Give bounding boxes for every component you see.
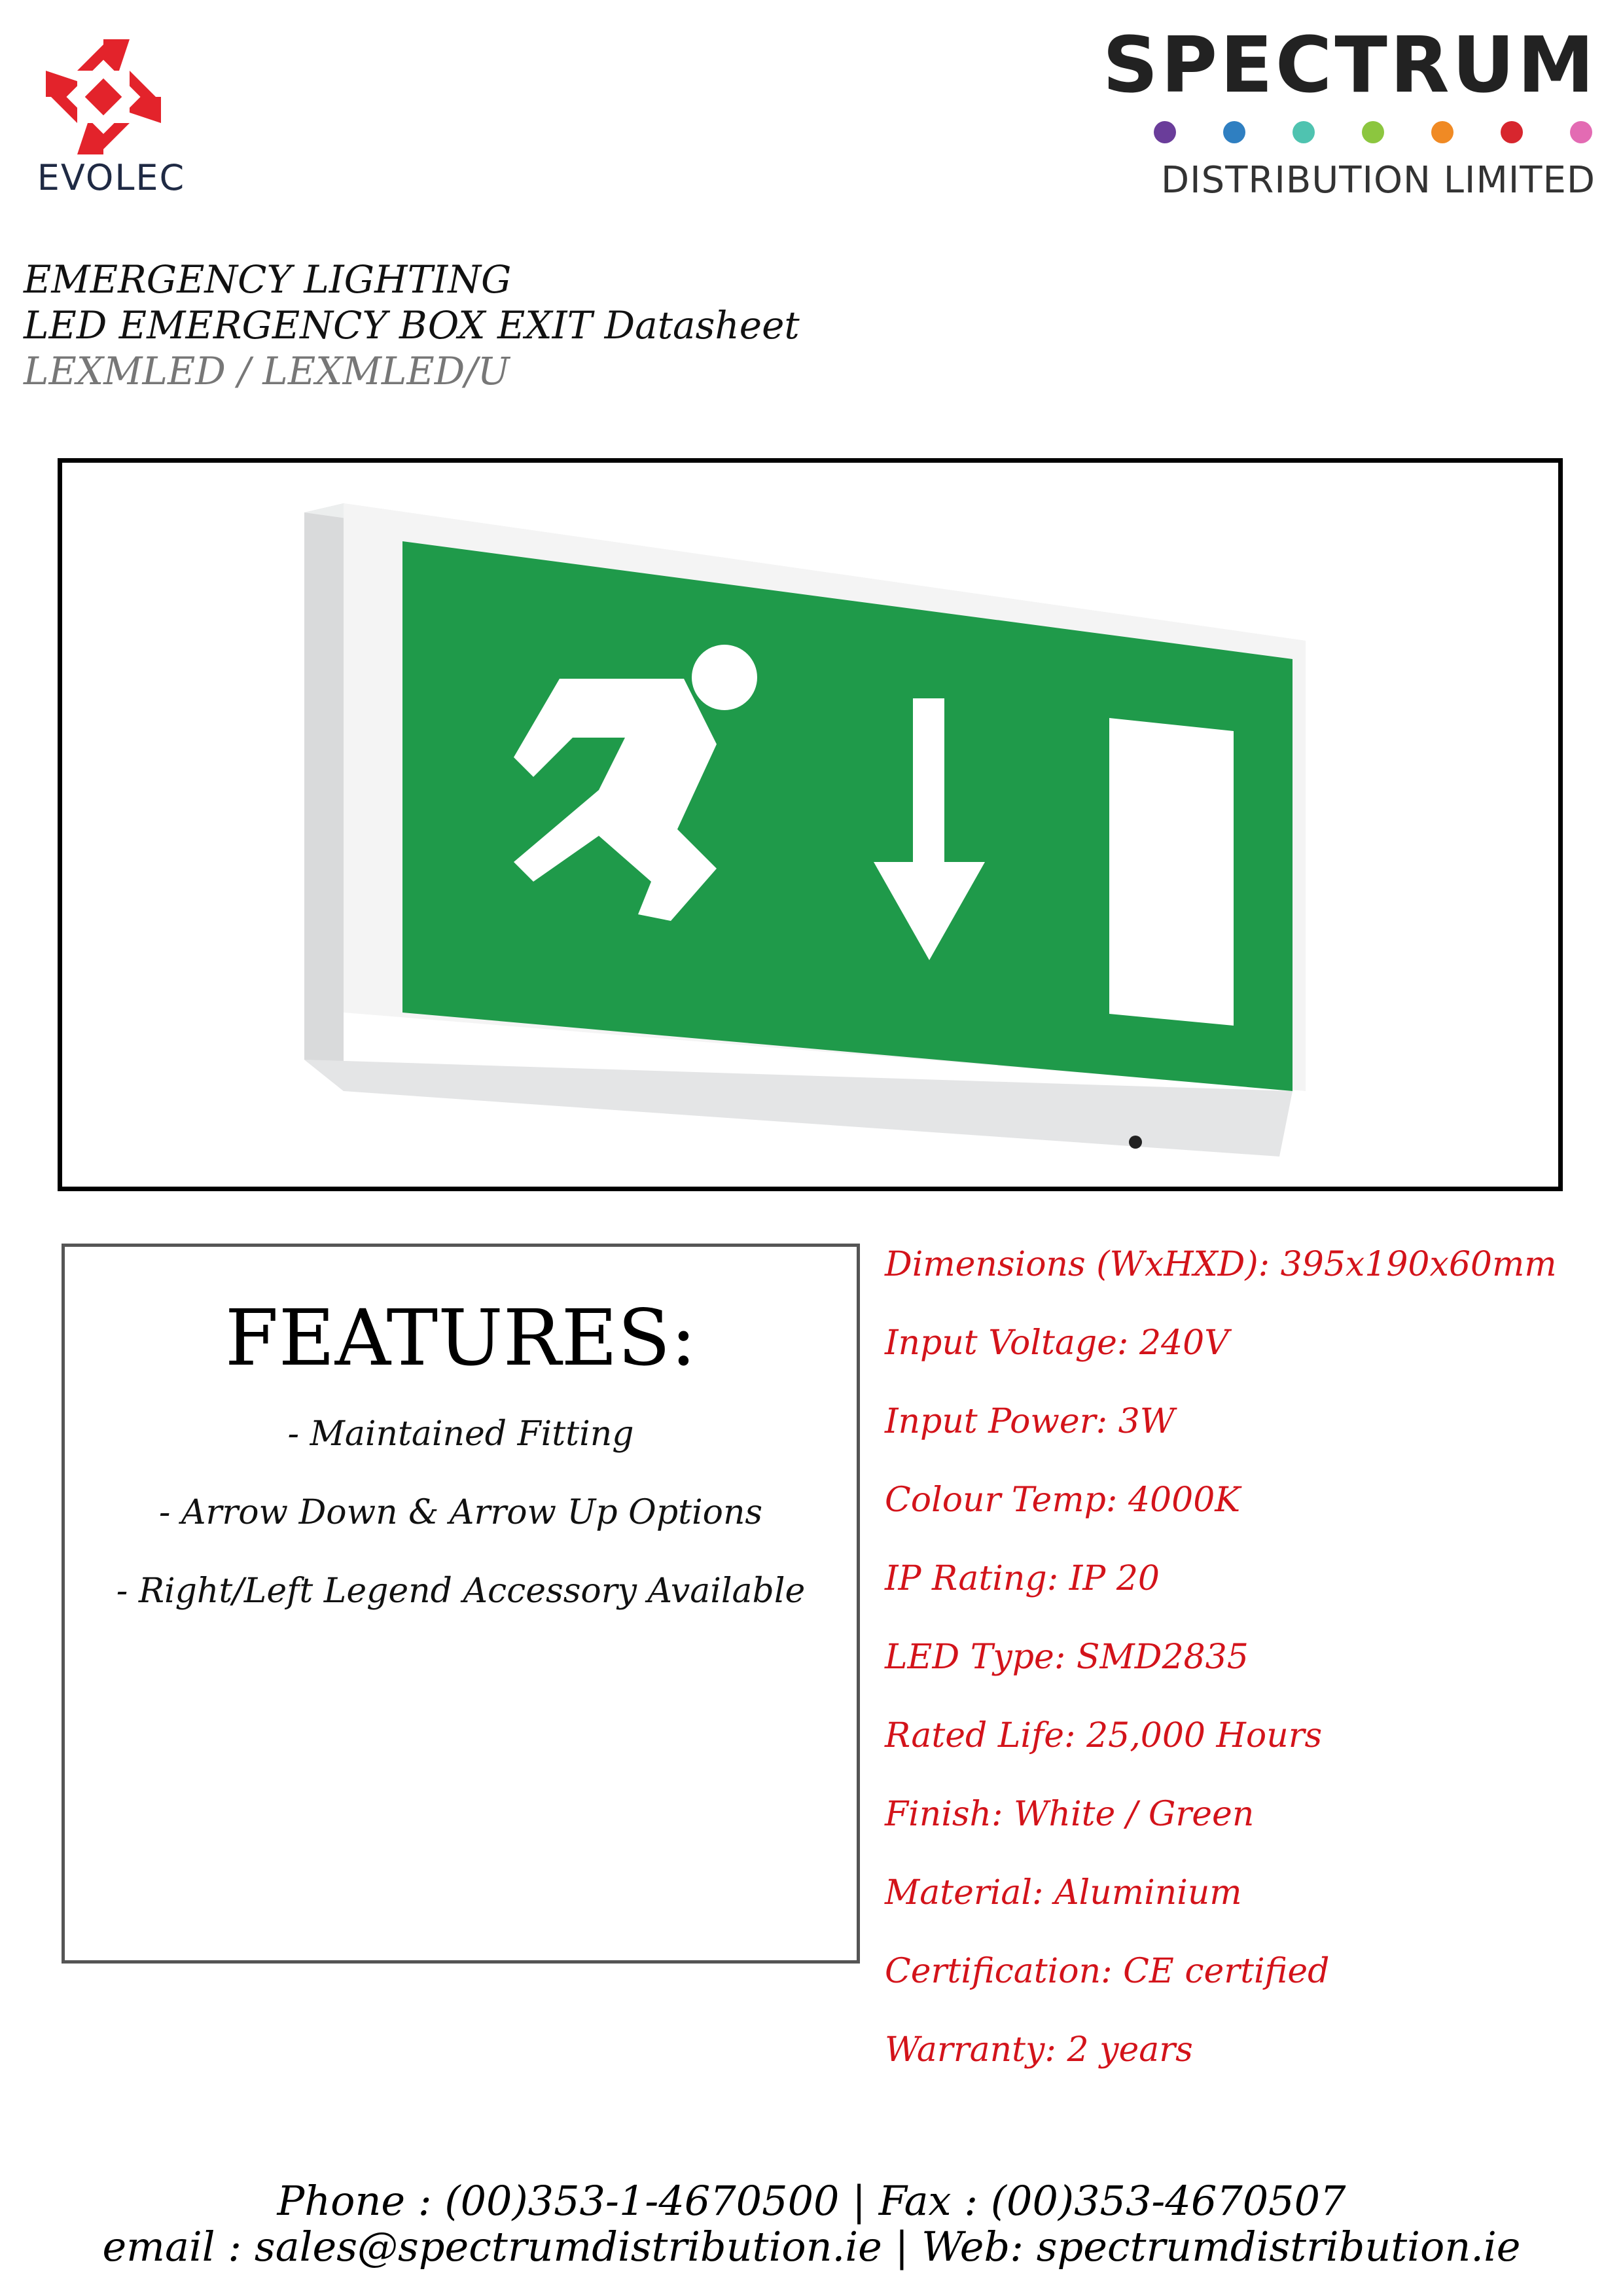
features-box: [62, 1244, 860, 1964]
spectrum-dot-1: [1154, 121, 1176, 143]
spectrum-wordmark: SPECTRUM: [1102, 20, 1597, 110]
spec-certification: Certification: CE certified: [885, 1952, 1330, 1991]
product-image-frame: [58, 458, 1563, 1191]
spec-colour-temp: Colour Temp: 4000K: [885, 1480, 1241, 1520]
spec-warranty: Warranty: 2 years: [885, 2030, 1193, 2070]
category-title: EMERGENCY LIGHTING: [24, 257, 512, 302]
spec-material: Material: Aluminium: [885, 1873, 1242, 1912]
product-title: LED EMERGENCY BOX EXIT Datasheet: [24, 303, 800, 348]
spec-dimensions: Dimensions (WxHXD): 395x190x60mm: [885, 1245, 1557, 1284]
spectrum-subtitle: DISTRIBUTION LIMITED: [1161, 159, 1596, 202]
product-codes: LEXMLED / LEXMLED/U: [24, 349, 510, 393]
exit-sign-image: [62, 463, 1558, 1187]
spectrum-dot-5: [1431, 121, 1454, 143]
evolec-logo-mark-icon: [38, 31, 169, 162]
evolec-wordmark: EVOLEC: [37, 157, 186, 198]
spectrum-color-dots: [1152, 119, 1597, 145]
feature-item: - Arrow Down & Arrow Up Options: [158, 1493, 763, 1532]
test-button-icon: [1129, 1136, 1142, 1149]
spec-input-power: Input Power: 3W: [885, 1402, 1175, 1441]
exit-door-icon: [1109, 718, 1234, 1026]
spec-rated-life: Rated Life: 25,000 Hours: [885, 1716, 1323, 1755]
spectrum-dot-2: [1223, 121, 1245, 143]
spectrum-dot-6: [1501, 121, 1523, 143]
spec-finish: Finish: White / Green: [885, 1795, 1255, 1834]
feature-item: - Maintained Fitting: [287, 1414, 634, 1454]
spectrum-dot-7: [1570, 121, 1592, 143]
sign-casing-side: [304, 503, 344, 1091]
spec-input-voltage: Input Voltage: 240V: [885, 1323, 1229, 1363]
spec-led-type: LED Type: SMD2835: [885, 1638, 1249, 1677]
spectrum-dot-4: [1362, 121, 1384, 143]
spec-ip-rating: IP Rating: IP 20: [885, 1559, 1160, 1598]
feature-item: - Right/Left Legend Accessory Available: [116, 1571, 806, 1611]
spectrum-dot-3: [1293, 121, 1315, 143]
footer-email-web: email : sales@spectrumdistribution.ie | Web: spectrumdistribution.ie: [102, 2223, 1521, 2270]
features-heading: FEATURES:: [224, 1293, 697, 1383]
footer-phone-fax: Phone : (00)353-1-4670500 | Fax : (00)353-4670507: [277, 2177, 1346, 2225]
